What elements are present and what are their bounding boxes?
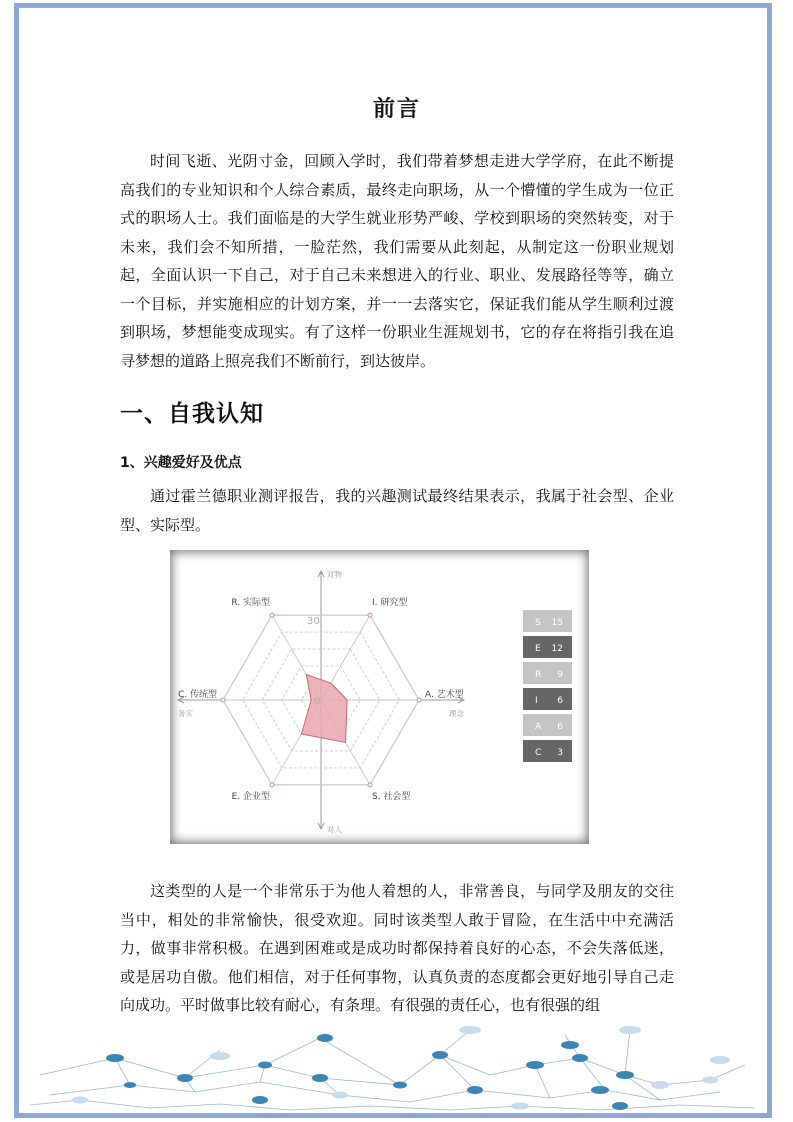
radar-vertex-4 <box>270 783 274 787</box>
preface-block <box>120 147 674 375</box>
legend-code-A: A <box>535 722 542 732</box>
radar-axis-label-5: C. 传统型 <box>177 690 217 700</box>
direction-label-left: 务实 <box>178 709 193 718</box>
radar-axis-label-4: E. 企业型 <box>231 791 270 802</box>
legend-item-R <box>523 662 572 684</box>
direction-label-right: 理念 <box>449 709 464 718</box>
legend-item-A <box>523 714 572 736</box>
legend-value-A: 6 <box>557 722 563 732</box>
preface-paragraph: 时间飞逝、光阴寸金，回顾入学时，我们带着梦想走进大学学府，在此不断提高我们的专业知识和个人综合素质，最终走向职场，从一个懵懂的学生成为一位正式的职场人士。我们面临是的大学生就业形势严峻、学校到职场的突然转变，对于未来，我们会不知所措，一脸茫然，我们需要从此刻起，从制定这一份职业规划起，全面认识一下自己，对于自己未来想进入的行业、职业、发展路径等等，确立一个目标，并实施相应的计划方案，并一一去落实它，保证我们能从学生顺利过渡到职场，梦想能变成现实。有了这样一份职业生涯规划书，它的存在将指引我在追寻梦想的道路上照亮我们不断前行，到达彼岸。 <box>120 152 674 370</box>
intro-block <box>120 482 674 539</box>
radar-vertex-1 <box>368 613 372 617</box>
legend-item-C <box>523 740 572 762</box>
legend-code-I: I <box>535 696 538 706</box>
subsection-heading: 1、兴趣爱好及优点 <box>120 455 242 471</box>
radar-axis-label-6: R. 实际型 <box>231 598 270 609</box>
legend-code-S: S <box>535 618 541 628</box>
legend-item-E <box>523 636 572 658</box>
scale-min-label: 0 <box>314 696 321 707</box>
description-paragraph: 这类型的人是一个非常乐于为他人着想的人，非常善良，与同学及朋友的交往当中，相处的非常愉快，很受欢迎。同时该类型人敢于冒险，在生活中中充满活力，做事非常积极。在遇到困难或是成功时都保持着良好的心态，不会失落低迷，或是居功自傲。他们相信，对于任何事物，认真负责的态度都会更好地引导自己走向成功。平时做事比较有耐心，有条理。有很强的责任心，也有很强的组 <box>120 882 674 1014</box>
legend-value-I: 6 <box>557 696 563 706</box>
legend-value-C: 3 <box>557 748 563 758</box>
radar-vertex-3 <box>368 783 372 787</box>
intro-paragraph: 通过霍兰德职业测评报告，我的兴趣测试最终结果表示，我属于社会型、企业型、实际型。 <box>120 487 674 534</box>
network-decoration <box>20 1020 760 1115</box>
legend-code-C: C <box>535 748 542 758</box>
legend-item-S <box>523 610 572 632</box>
legend-code-R: R <box>535 670 542 680</box>
radar-vertex-2 <box>417 698 421 702</box>
legend-code-E: E <box>535 644 541 654</box>
legend-value-E: 12 <box>551 644 563 654</box>
legend-value-S: 15 <box>551 618 563 628</box>
scale-max-label: 30 <box>307 616 320 627</box>
page-title: 前言 <box>372 96 421 122</box>
legend-item-I <box>523 688 572 710</box>
radar-svg <box>170 550 589 844</box>
radar-axis-label-1: I. 研究型 <box>372 598 408 609</box>
direction-label-top: 对物 <box>327 570 342 579</box>
radar-axis-label-3: S. 社会型 <box>372 791 411 802</box>
radar-data-area <box>301 675 347 743</box>
section-heading: 一、自我认知 <box>120 401 264 427</box>
description-block <box>120 877 674 1020</box>
radar-axis-label-2: A. 艺术型 <box>425 690 464 700</box>
direction-label-bottom: 对人 <box>327 825 342 834</box>
radar-vertex-6 <box>270 613 274 617</box>
holland-radar-chart <box>170 550 589 844</box>
radar-vertex-5 <box>221 698 225 702</box>
legend-value-R: 9 <box>557 670 563 680</box>
